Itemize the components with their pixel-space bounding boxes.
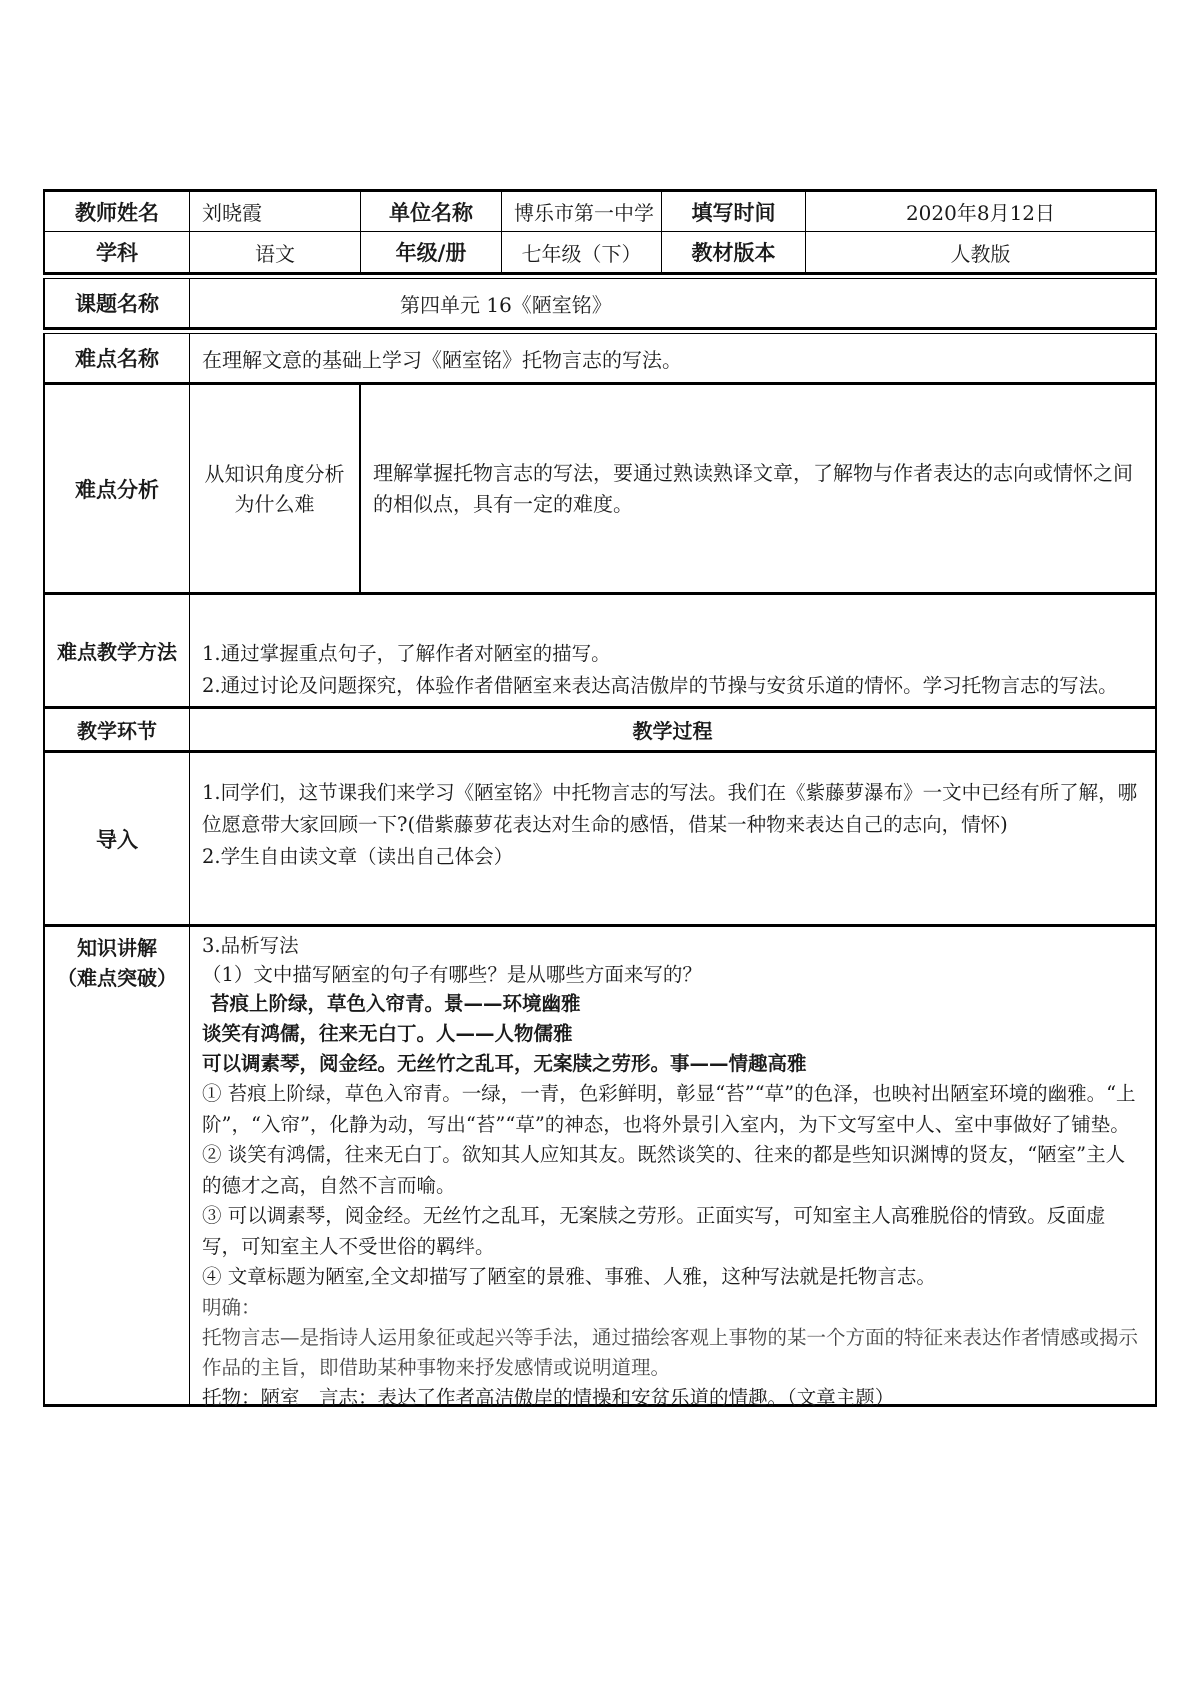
date-value: 2020年8月12日 (905, 201, 1056, 225)
subject-value: 语文 (190, 232, 361, 272)
analysis-label: 难点分析 (45, 385, 190, 592)
difficulty-value: 在理解文意的基础上学习《陋室铭》托物言志的写法。 (202, 347, 682, 372)
process-header-row (43, 709, 1157, 753)
knowledge-bold-line-3: 可以调素琴，阅金经。无丝竹之乱耳，无案牍之劳形。事——情趣高雅 (202, 1052, 807, 1075)
knowledge-clarify-label: 明确： (202, 1295, 261, 1319)
method-content (190, 595, 1155, 706)
topic-label: 课题名称 (45, 279, 190, 327)
lesson-plan-table (43, 189, 1157, 1407)
knowledge-bold-line-1: 苔痕上阶绿，草色入帘青。景——环境幽雅 (210, 992, 581, 1015)
unit-label: 单位名称 (361, 192, 502, 231)
teacher-value: 刘晓霞 (190, 192, 361, 231)
edition-label: 教材版本 (662, 232, 806, 272)
header-row-2 (43, 232, 1157, 275)
knowledge-label (45, 927, 190, 1404)
subject-label: 学科 (45, 232, 190, 272)
intro-row (43, 753, 1157, 927)
difficulty-row (43, 333, 1157, 385)
topic-row (43, 278, 1157, 330)
knowledge-content (190, 927, 1155, 1409)
method-line-1: 1.通过掌握重点句子，了解作者对陋室的描写。 (202, 642, 611, 665)
knowledge-summary: 托物：陋室 言志：表达了作者高洁傲岸的情操和安贫乐道的情趣。（文章主题） (202, 1385, 895, 1409)
intro-line-2: 2.学生自由读文章（读出自己体会） (202, 845, 514, 868)
knowledge-question: （1）文中描写陋室的句子有哪些？是从哪些方面来写的？ (202, 963, 702, 986)
knowledge-point-4: ④ 文章标题为陋室,全文却描写了陋室的景雅、事雅、人雅，这种写法就是托物言志。 (202, 1265, 936, 1288)
teacher-label: 教师姓名 (45, 192, 190, 231)
method-row (43, 595, 1157, 709)
process-value: 教学过程 (190, 709, 1155, 750)
knowledge-clarify-text: 托物言志—是指诗人运用象征或起兴等手法，通过描绘客观上事物的某一个方面的特征来表达作者情感或揭示作品的主旨，即借助某种事物来抒发感情或说明道理。 (202, 1325, 1139, 1379)
date-label: 填写时间 (662, 192, 806, 231)
knowledge-label-line-1: 知识讲解 (77, 936, 157, 960)
method-label: 难点教学方法 (45, 595, 190, 706)
intro-label: 导入 (45, 753, 190, 924)
knowledge-heading: 3.品析写法 (202, 934, 299, 957)
knowledge-point-1: ① 苔痕上阶绿，草色入帘青。一绿，一青，色彩鲜明，彰显“苔”“草”的色泽，也映衬出陋室环境的幽雅。“上阶”，“入帘”，化静为动，写出“苔”“草”的神态，也将外景引入室内，为下文写室中人、室中事做好了铺垫。 (202, 1082, 1136, 1136)
edition-value: 人教版 (950, 241, 1011, 266)
knowledge-row (43, 927, 1157, 1407)
analysis-row (43, 385, 1157, 595)
topic-value: 第四单元 16《陋室铭》 (400, 292, 612, 317)
process-label: 教学环节 (45, 709, 190, 750)
header-row-1 (43, 189, 1157, 232)
analysis-sub-label: 从知识角度分析为什么难 (190, 385, 361, 592)
intro-content (190, 753, 1155, 924)
intro-line-1: 1.同学们，这节课我们来学习《陋室铭》中托物言志的写法。我们在《紫藤萝瀑布》一文中已经有所了解，哪位愿意带大家回顾一下?(借紫藤萝花表达对生命的感悟，借某一种物来表达自己的志向，情怀) (202, 781, 1138, 836)
unit-value: 博乐市第一中学 (502, 192, 662, 231)
difficulty-label: 难点名称 (45, 334, 190, 382)
analysis-value: 理解掌握托物言志的写法，要通过熟读熟译文章，了解物与作者表达的志向或情怀之间的相似点，具有一定的难度。 (373, 460, 1133, 516)
grade-label: 年级/册 (361, 232, 502, 272)
grade-value: 七年级（下） (502, 232, 662, 272)
knowledge-label-line-2: （难点突破） (57, 966, 177, 990)
knowledge-bold-line-2: 谈笑有鸿儒，往来无白丁。人——人物儒雅 (202, 1022, 573, 1045)
knowledge-point-3: ③ 可以调素琴，阅金经。无丝竹之乱耳，无案牍之劳形。正面实写，可知室主人高雅脱俗的情致。反面虚写，可知室主人不受世俗的羁绊。 (202, 1204, 1106, 1258)
method-line-2: 2.通过讨论及问题探究，体验作者借陋室来表达高洁傲岸的节操与安贫乐道的情怀。学习托物言志的写法。 (202, 674, 1118, 697)
knowledge-point-2: ② 谈笑有鸿儒，往来无白丁。欲知其人应知其友。既然谈笑的、往来的都是些知识渊博的贤友，“陋室”主人的德才之高，自然不言而喻。 (202, 1143, 1126, 1197)
